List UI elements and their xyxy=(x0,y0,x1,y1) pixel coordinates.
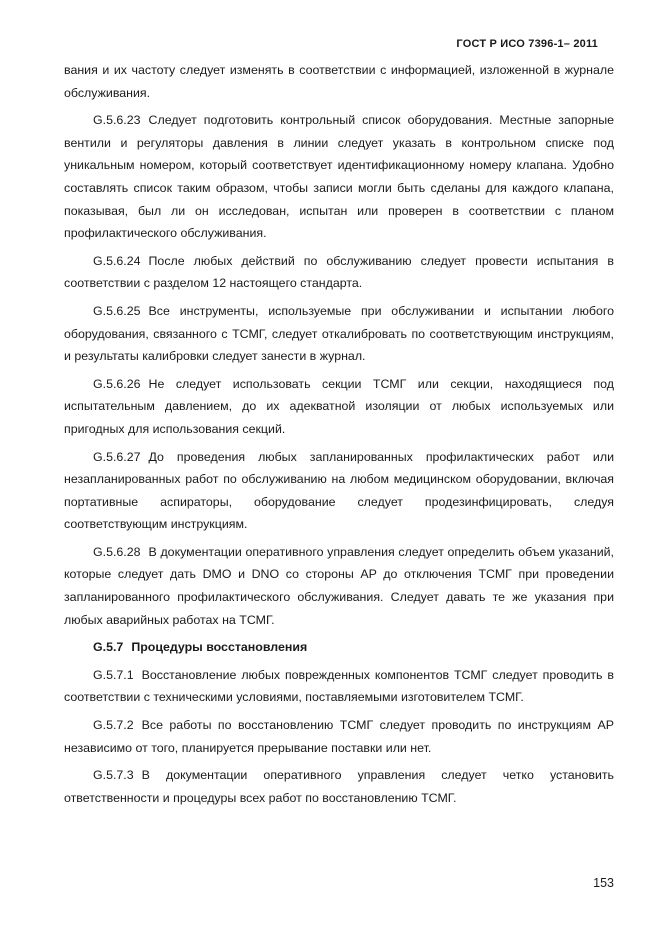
clause-number: G.5.6.28 xyxy=(93,544,141,559)
page-number: 153 xyxy=(593,876,614,890)
clause-number: G.5.7.3 xyxy=(93,768,134,783)
clause-number: G.5.6.25 xyxy=(93,303,141,318)
continuation-paragraph: вания и их частоту следует изменять в соответствии с информацией, изложенной в журнале обслуживания. xyxy=(64,63,614,100)
clause-text: В документации оперативного управления следует четко установить ответственности и процедуры всех работ по восстановлению ТСМГ. xyxy=(64,768,614,805)
clause-g-5-7-3 xyxy=(64,764,614,809)
clause-text: Не следует использовать секции ТСМГ или секции, находящиеся под испытательным давлением, до их адекватной изоляции от любых используемых или пригодных для использования секций. xyxy=(64,376,614,436)
clause-text: Восстановление любых поврежденных компонентов ТСМГ следует проводить в соответствии с техническими условиями, поставляемыми изготовителем ТСМГ. xyxy=(64,667,614,705)
clause-g-5-6-25 xyxy=(64,300,614,368)
clause-text: Все инструменты, используемые при обслуживании и испытании любого оборудования, связанного с ТСМГ, следует откалибровать по соответствующим инструкциям, и результаты калибровки следует занести в журнал. xyxy=(64,303,614,364)
standard-header: ГОСТ Р ИСО 7396-1– 2011 xyxy=(456,38,598,50)
clause-number: G.5.6.26 xyxy=(93,376,141,391)
clause-g-5-6-27 xyxy=(64,446,614,536)
clause-text: В документации оперативного управления следует определить объем указаний, которые следует дать DMO и DNO со стороны AP до отключения ТСМГ при проведении запланированного профилактического обслуживания. Следует давать те же указания при любых аварийных работах на ТСМГ. xyxy=(64,544,614,627)
document-body xyxy=(64,59,614,814)
clause-number: G.5.6.23 xyxy=(93,113,141,128)
clause-g-5-6-26 xyxy=(64,373,614,441)
clause-g-5-7-1 xyxy=(64,664,614,709)
clause-number: G.5.7.1 xyxy=(93,667,134,682)
clause-number: G.5.7.2 xyxy=(93,718,134,733)
clause-g-5-6-24 xyxy=(64,250,614,295)
clause-text: После любых действий по обслуживанию следует провести испытания в соответствии с разделом 12 настоящего стандарта. xyxy=(64,253,614,291)
section-number: G.5.7 xyxy=(93,640,124,655)
clause-text: До проведения любых запланированных профилактических работ или незапланированных работ по обслуживанию на любом медицинском оборудовании, включая портативные аспираторы, оборудование следует продезинфицировать, следуя соответствующим инструкциям. xyxy=(64,449,614,532)
clause-g-5-6-28 xyxy=(64,541,614,631)
clause-g-5-6-23 xyxy=(64,109,614,245)
clause-number: G.5.6.24 xyxy=(93,253,141,268)
section-heading xyxy=(64,636,614,659)
clause-g-5-7-2 xyxy=(64,714,614,759)
clause-text: Следует подготовить контрольный список оборудования. Местные запорные вентили и регуляторы давления в линии следует указать в контрольном списке под уникальным номером, который соответствует идентификационному номеру клапана. Удобно составлять список таким образом, чтобы записи могли быть сделаны для каждого клапана, показывая, был ли он исследован, испытан или проверен в соответствии с планом профилактического обслуживания. xyxy=(64,113,614,241)
clause-number: G.5.6.27 xyxy=(93,449,141,464)
section-title: Процедуры восстановления xyxy=(131,640,308,655)
clause-text: Все работы по восстановлению ТСМГ следует проводить по инструкциям AP независимо от того, планируется прерывание поставки или нет. xyxy=(64,718,614,755)
